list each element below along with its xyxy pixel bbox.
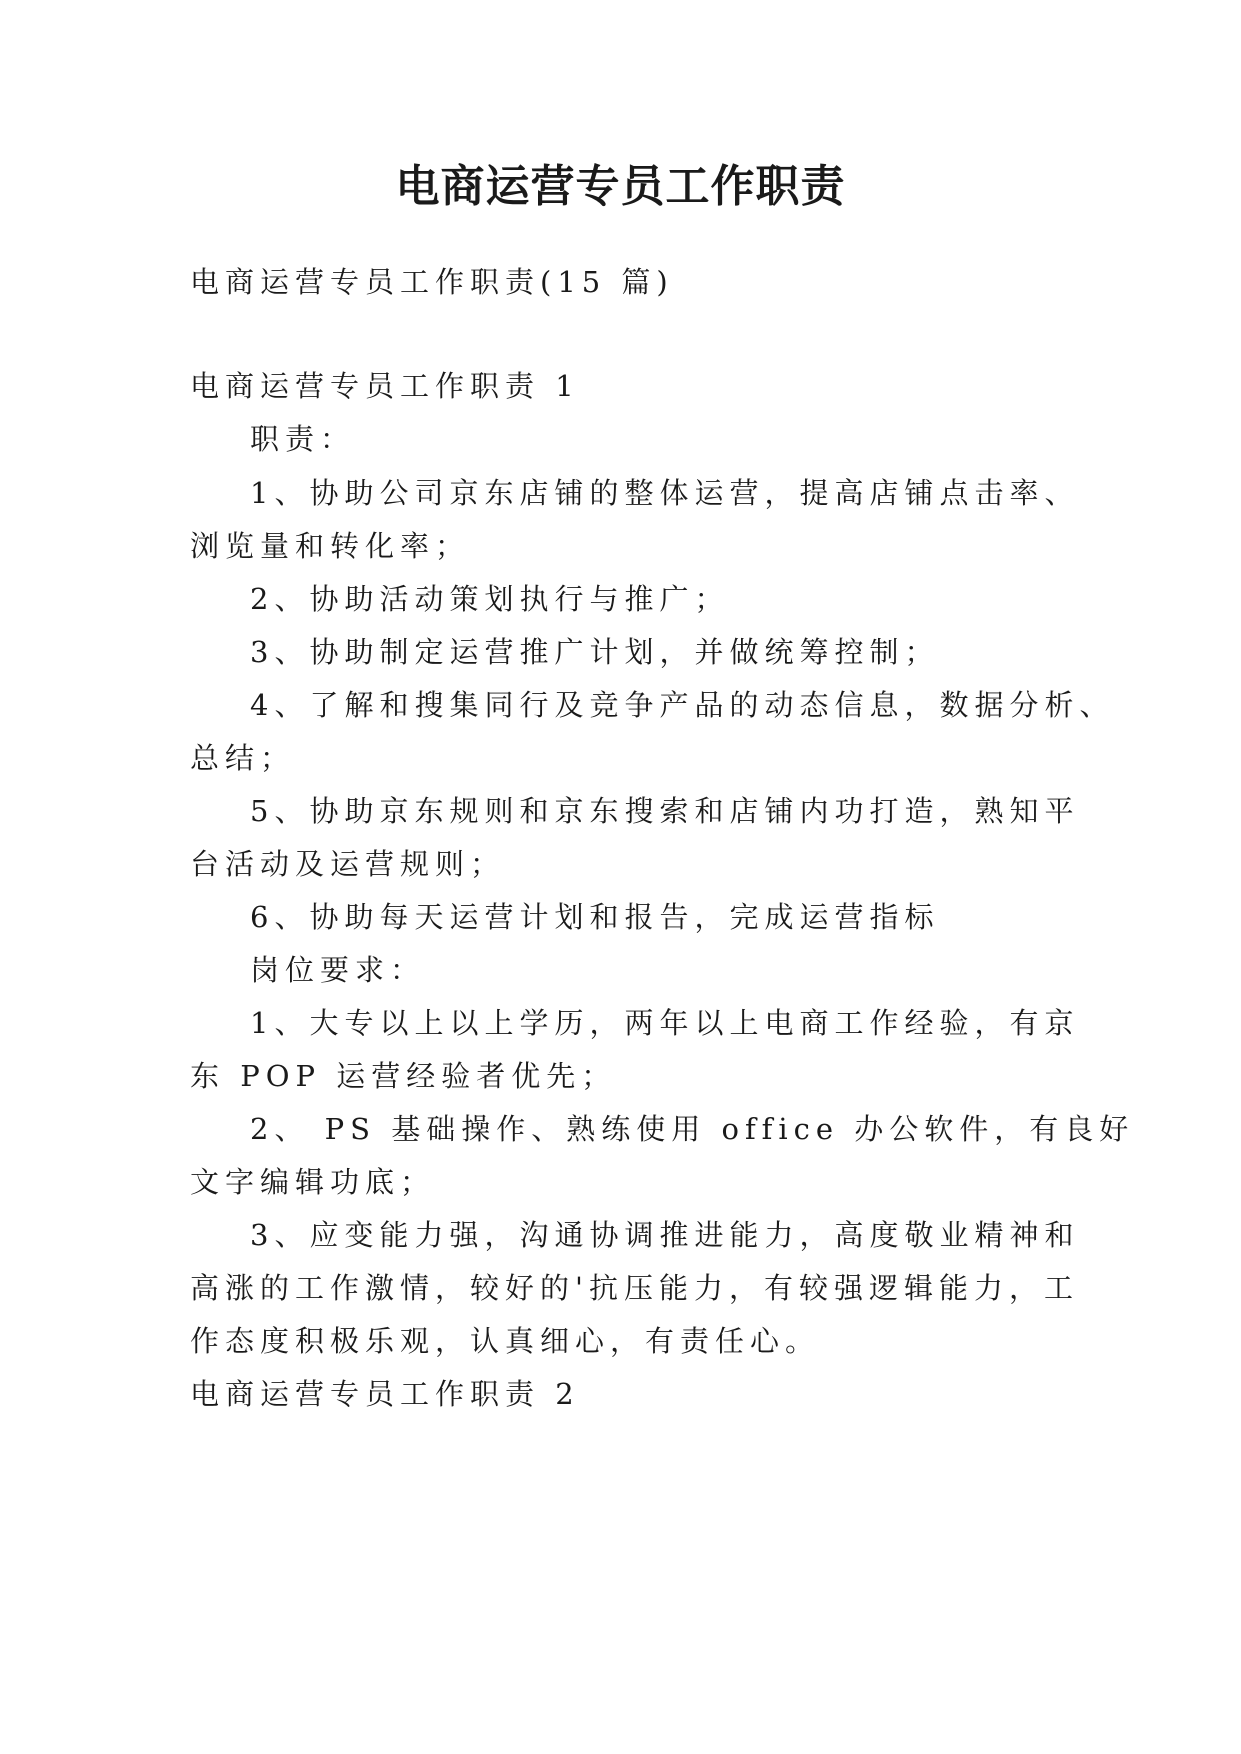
duty-line-6: 6、协助每天运营计划和报告，完成运营指标 [250, 900, 940, 934]
duty-line-4-cont: 总结； [190, 741, 296, 775]
duty-line-5: 5、协助京东规则和京东搜索和店铺内功打造，熟知平 [250, 794, 1080, 828]
document-subtitle: 电商运营专员工作职责(15 篇) [190, 265, 674, 299]
requirement-line-3-cont-2: 作态度积极乐观，认真细心，有责任心。 [190, 1324, 821, 1358]
duty-line-4: 4、了解和搜集同行及竞争产品的动态信息，数据分析、 [250, 688, 1115, 722]
requirement-line-3-cont: 高涨的工作激情，较好的'抗压能力，有较强逻辑能力，工 [190, 1271, 1079, 1305]
requirement-line-1-cont: 东 POP 运营经验者优先； [190, 1059, 617, 1093]
duty-line-3: 3、协助制定运营推广计划，并做统筹控制； [250, 635, 940, 669]
requirements-label: 岗位要求： [250, 953, 426, 987]
duty-line-2: 2、协助活动策划执行与推广； [250, 582, 730, 616]
section-1-heading: 电商运营专员工作职责 1 [190, 369, 580, 403]
duties-label: 职责： [250, 422, 356, 456]
requirement-line-2: 2、 PS 基础操作、熟练使用 office 办公软件，有良好 [250, 1112, 1135, 1146]
document-title: 电商运营专员工作职责 [395, 161, 846, 212]
requirement-line-3: 3、应变能力强，沟通协调推进能力，高度敬业精神和 [250, 1218, 1080, 1252]
requirement-line-1: 1、大专以上以上学历，两年以上电商工作经验，有京 [250, 1006, 1080, 1040]
section-2-heading: 电商运营专员工作职责 2 [190, 1377, 580, 1411]
duty-line-5-cont: 台活动及运营规则； [190, 847, 506, 881]
duty-line-1-cont: 浏览量和转化率； [190, 529, 471, 563]
duty-line-1: 1、协助公司京东店铺的整体运营，提高店铺点击率、 [250, 476, 1080, 510]
requirement-line-2-cont: 文字编辑功底； [190, 1165, 436, 1199]
